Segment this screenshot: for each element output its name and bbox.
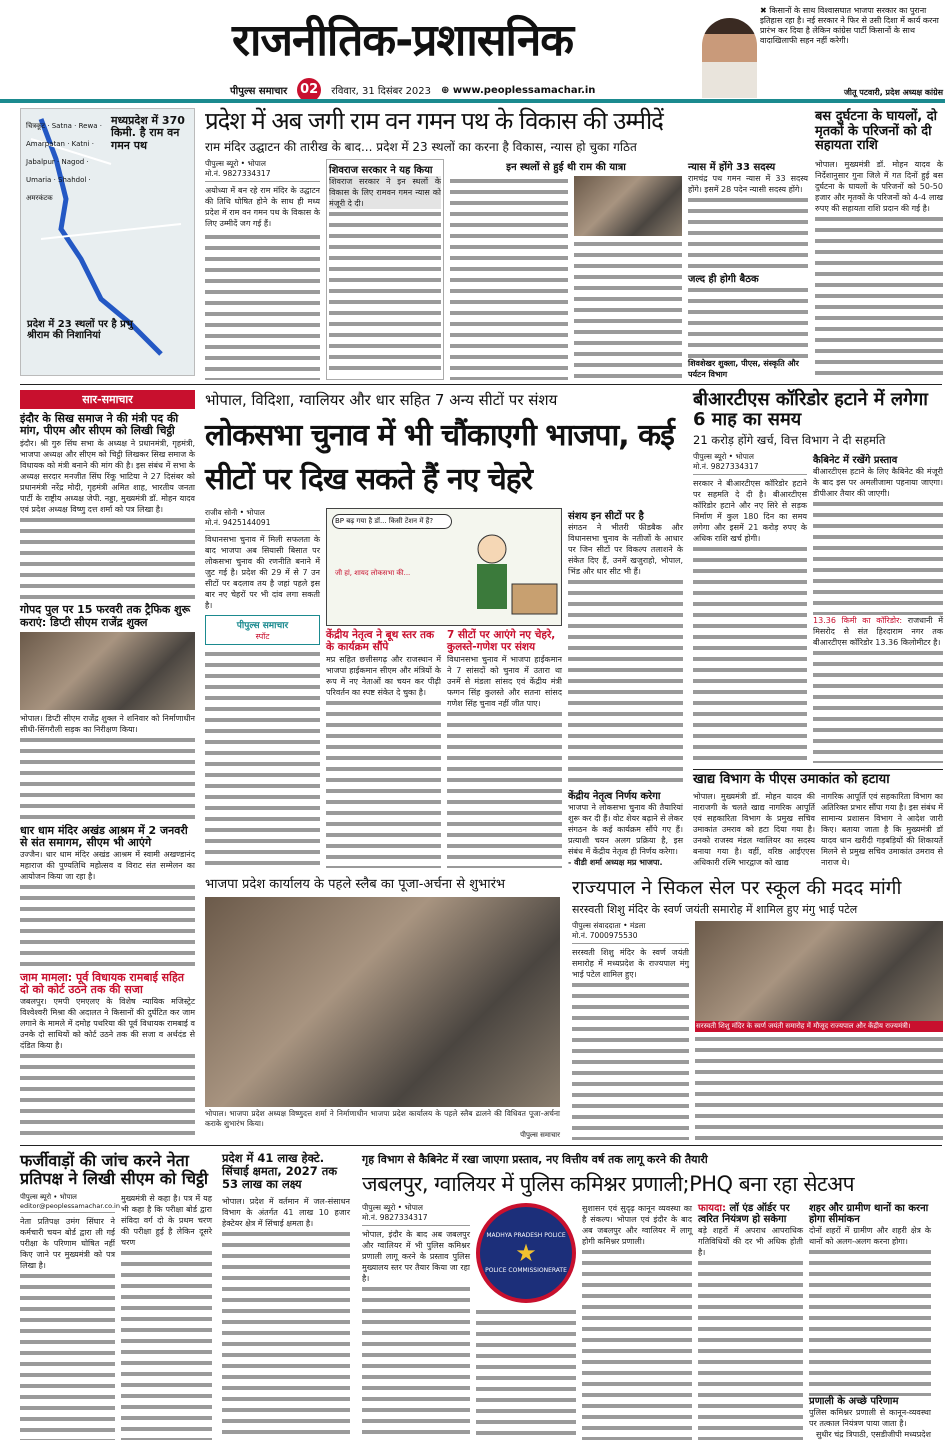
governor-photo [695, 921, 943, 1021]
spot-label: पीपुल्स समाचार स्पॉट [205, 615, 320, 645]
section-text: पुलिस कमिश्नर प्रणाली से कानून-व्यवस्था पर तत्काल नियंत्रण पाया जाता है। [809, 1408, 931, 1428]
section-title: प्रणाली के अच्छे परिणाम [809, 1395, 899, 1407]
sar-samachar [20, 390, 195, 1138]
right-column [693, 390, 943, 868]
loksabha-story [205, 390, 683, 868]
body-text [222, 1229, 350, 1440]
section-text: राजधानी में मिसरोद से संत हिरदाराम नगर तक बीआरटीएस कॉरिडोर 13.36 किलोमीटर है। [813, 615, 943, 647]
sar-samachar-label: सार-समाचार [20, 390, 195, 409]
trust-text: रामचंद्र पथ गमन न्यास में 33 सदस्य होंगे। इसमें 28 पदेन न्यासी सदस्य होंगे। [688, 173, 808, 194]
section-title: शहर और ग्रामीण थानों का करना होगा सीमांकन [809, 1203, 929, 1226]
photo-caption: भोपाल। भाजपा प्रदेश अध्यक्ष विष्णुदत्त शर्मा ने निर्माणाधीन भाजपा प्रदेश कार्यालय के पहले स्लैब ढालने की विधिवत पूजा-अर्चना कराके शुभारंभ किया। [205, 1109, 560, 1128]
quote-author: - वीडी शर्मा अध्यक्ष मप्र भाजपा. [568, 858, 663, 867]
governor-story [572, 874, 943, 1140]
police-kicker: गृह विभाग से कैबिनेट में रखा जाएगा प्रस्ताव, नए वित्तीय वर्ष तक लागू करने की तैयारी [362, 1153, 708, 1166]
globe-icon: ⊕ [441, 84, 453, 96]
trust-title: न्यास में होंगे 33 सदस्य [688, 161, 776, 173]
divider [20, 1145, 942, 1146]
ram-van-gaman-map [20, 108, 195, 376]
lead-headline: प्रदेश में अब जगी राम वन गमन पथ के विकास की उम्मीदें [205, 107, 663, 135]
divider [20, 384, 942, 385]
body-text [326, 698, 441, 869]
khadya-text: नागरिक आपूर्ति एवं सहकारिता विभाग का अतिरिक्त प्रभार सौंपा गया है। इस संबंध में सामान्य प्रशासन विभाग ने आदेश जारी किए। बताया जाता है कि मुख्यमंत्री डॉ यादव धान खरीदी गड़बड़ियों की शिकायतें मिलने से प्रमुख सचिव उमाकांत उमराव से नाराज थे। [821, 792, 943, 867]
brief-text: इंदौर। श्री गुरु सिंघ सभा के अध्यक्ष ने प्रधानमंत्री, गृहमंत्री, भाजपा अध्यक्ष और सीएम को चिट्ठी लिखकर सिख समाज के विधायक को मंत्री बनाने की मांग की है। इस संबंध में सभा के अध्यक्ष सरदार मनजीत सिंघ रिंकू भाटिया ने 27 दिसंबर को प्रधानमंत्री नरेंद्र मोदी, गृहमंत्री अमित शाह, भारतीय जनता पार्टी के राष्ट्रीय अध्यक्ष जेपी. नड्डा, मुख्यमंत्री डॉ. मोहन यादव एवं प्रदेश अध्यक्ष विष्णु दत्त शर्मा को पत्र लिखा है। [20, 438, 195, 514]
fraud-headline: फर्जीवाड़ों की जांच करने नेता प्रतिपक्ष ने लिखी सीएम को चिट्ठी [20, 1151, 208, 1188]
date: रविवार, 31 दिसंबर 2023 [331, 86, 432, 97]
byline: पीपुल्स ब्यूरो • भोपाल मो.नं. 9827334317 [693, 452, 807, 475]
police-text: सुशासन एवं सुदृढ़ कानून व्यवस्था का है संकल्प। भोपाल एवं इंदौर के बाद अब जबलपुर और ग्वालियर में लागू होगी कमिश्नर प्रणाली। [582, 1204, 692, 1246]
brts-text: सरकार ने बीआरटीएस कॉरिडोर हटाने पर सहमति दे दी है। बीआरटीएस कॉरिडोर हटाने और नए सिरे से सड़क निर्माण में कुल 180 दिन का समय लगेगा और इसमें 21 करोड़ रुपए के अधिक राशि खर्च होगी। [693, 479, 807, 544]
section-text: दोनों शहरों में ग्रामीण और शहरी क्षेत्र के थानों को अलग-अलग करना होगा। [809, 1226, 931, 1247]
byline: पीपुल्स ब्यूरो • भोपाल editor@peoplessamachar.co.in [20, 1193, 115, 1213]
irrigation-headline: प्रदेश में 41 लाख हेक्टे. सिंचाई क्षमता, 2027 तक 53 लाख का लक्ष्य [222, 1151, 338, 1191]
map-places: चित्रकूट · Satna · Rewa · Amarpatan · Katni · Jabalpur · Nagod · Umaria · Shahdol · अमरकंटक [26, 122, 102, 202]
body-text [20, 1051, 195, 1138]
body-text [20, 882, 195, 969]
section-text: मप्र सहित छत्तीसगढ़ और राजस्थान में भाजपा हाईकमान सीएम और मंत्रियों के रूप में नए नेताओं का चयन कर पीढ़ी परिवर्तन का स्पष्ट संकेत दे चुका है। [326, 654, 441, 697]
governor-text: सरस्वती शिशु मंदिर के स्वर्ण जयंती समारोह में मध्यप्रदेश के राज्यपाल मंगु भाई पटेल शामिल हुए। [572, 948, 689, 979]
benefit-text: बड़े शहरों में अपराध आपराधिक गतिविधियों की दर भी अधिक होती है। [698, 1226, 803, 1258]
section-title: 7 सीटों पर आएंगे नए चेहरे, कुलस्ते-गणेश पर संशय [447, 629, 556, 653]
section-text: संगठन ने भीतरी फीडबैक और विधानसभा चुनाव के नतीजों के आधार पर जिन सीटों पर विकल्प तलाशने के संकेत दिए हैं, उनमें खजुराहो, भोपाल, भिंड और धार सीट भी हैं। [568, 523, 683, 576]
map-label: मध्यप्रदेश में 370 किमी. है राम वन गमन पथ [111, 114, 185, 152]
brts-subhead: 21 करोड़ होंगे खर्च, वित्त विभाग ने दी सहमति [693, 433, 886, 448]
khadya-text: भोपाल। मुख्यमंत्री डॉ. मोहन यादव की नाराजगी के चलते खाद्य नागरिक आपूर्ति एवं सहकारिता विभाग के प्रमुख सचिव उमाकांत उमराव को हटा दिया गया है। उनको राजस्व मंडल ग्वालियर का सदस्य बनाया गया है। वहीं, वरिष्ठ आईएएस अधिकारी रश्मि भारद्वाज को खाद्य [693, 792, 815, 867]
governor-headline: राज्यपाल ने सिकल सेल पर स्कूल की मदद मांगी [572, 877, 902, 899]
section-text: बीआरटीएस हटाने के लिए कैबिनेट की मंजूरी के बाद इस पर अमलीजामा पहनाया जाएगा। डीपीआर तैयार की जाएगी। [813, 467, 943, 499]
police-text: भोपाल, इंदौर के बाद अब जबलपुर और ग्वालियर में भी पुलिस कमिश्नर प्रणाली लागू करने के प्रस्ताव पुलिस मुख्यालय स्तर पर तैयार किया जा रहा है। [362, 1230, 470, 1283]
page-number: 02 [297, 78, 321, 102]
body-text [813, 499, 943, 615]
bus-story [815, 110, 943, 380]
byline: राजीव सोनी • भोपाल मो.नं. 9425144091 [205, 508, 320, 531]
byline: पीपुल्स ब्यूरो • भोपाल मो.नं. 9827334317 [205, 159, 320, 182]
cartoon-bubble: BP बढ़ गया है डॉ... किसी टेंशन में हैं? [332, 514, 452, 529]
cartoon-drawing [452, 529, 560, 624]
bjp-office-story [205, 874, 560, 1140]
section-text: विधानसभा चुनाव में भाजपा हाईकमान ने 7 सांसदों को चुनाव में उतारा था उनमें से मंडला सांसद एवं केंद्रीय मंत्री फग्गन सिंह कुलस्ते और सतना सांसद गणेश सिंह चुनाव नहीं जीत पाए। [447, 654, 562, 708]
loksabha-headline: लोकसभा चुनाव में भी चौंकाएगी भाजपा, कई सीटों पर दिख सकते हैं नए चेहरे [205, 418, 674, 497]
fraud-story [20, 1152, 212, 1440]
brief-headline: इंदौर के सिख समाज ने की मंत्री पद की मांग, पीएम और सीएम को लिखी चिट्ठी [20, 412, 179, 438]
lead-text: अयोध्या में बन रहे राम मंदिर के उद्घाटन की तिथि घोषित होने के साथ ही मध्य प्रदेश में राम वन गमन पथ के विकास के लिए उम्मीदें जग गई हैं। [205, 185, 320, 228]
quote-author: सुधीर चंद्र त्रिपाठी, एसडीजीपी मध्यप्रदेश [815, 1430, 931, 1439]
brief-text: जबलपुर। एमपी एमएलए के विशेष न्यायिक मजिस्ट्रेट विश्वेश्वरी मिश्रा की अदालत ने किसानों की दुर्घटित कर जाम लगाने के मामले में दमोह पथरिया की पूर्व विधायक रामबाई व उनके दो साथियों को कोर्ट उठने तक की सजा व अर्थदंड से दंडित किया है। [20, 997, 195, 1051]
khadya-headline: खाद्य विभाग के पीएस उमाकांत को हटाया [693, 769, 943, 788]
police-headline: जबलपुर, ग्वालियर में पुलिस कमिश्नर प्रणाली;PHQ बना रहा सेटअप [362, 1172, 855, 1196]
body-text [20, 735, 195, 822]
highlight: 13.36 किमी का कॉरिडोर: [813, 615, 903, 625]
photo-caption: सरस्वती शिशु मंदिर के स्वर्ण जयंती समारोह में मौजूद राज्यपाल और केंद्रीय राज्यमंत्री। [695, 1021, 943, 1032]
body-text [20, 515, 195, 602]
body-text [813, 648, 943, 764]
section-title: केंद्रीय नेतृत्व ने बूथ स्तर तक के कार्यक्रम सौंपे [326, 629, 435, 653]
irrigation-story [222, 1152, 350, 1440]
paper-name: पीपुल्स समाचार [230, 86, 288, 97]
gopad-bridge-photo [20, 632, 195, 710]
body-text [568, 577, 683, 785]
benefit-title: लॉ एंड ऑर्डर पर त्वरित नियंत्रण हो सकेगा [698, 1203, 790, 1226]
quote-text: ✖ किसानों के साथ विश्वासघात भाजपा सरकार का पुराना इतिहास रहा है। नई सरकार ने फिर से उसी दिशा में कार्य करना प्रारंभ कर दिया है लेकिन कांग्रेस पार्टी किसानों के साथ वादाखिलाफी सहन नहीं करेगी। [760, 6, 939, 45]
x-icon: ✖ [760, 6, 770, 15]
fraud-text: मुख्यमंत्री से कहा है। पत्र में यह भी कहा है कि परीक्षा बोर्ड द्वारा संविदा वर्ग दो के प्रथम चरण की परीक्षा हुई है लेकिन दूसरे चरण [121, 1193, 212, 1247]
brief-text: भोपाल। डिप्टी सीएम राजेंद्र शुक्ल ने शनिवार को निर्माणाधीन सीधी-सिंगरौली सड़क का निरीक्षण किया। [20, 713, 195, 734]
brief-text: उज्जैन। धार धाम मंदिर अखंड आश्रम में स्वामी अखण्डानंद महाराज की पुण्यतिथि महोत्सव व विराट संत सम्मेलन का आयोजन किया जा रहा है। [20, 850, 195, 882]
fraud-text: नेता प्रतिपक्ष उमंग सिंघार ने कर्मचारी चयन बोर्ड द्वारा ली गई परीक्षा के परिणाम घोषित नहीं किए जाने पर मुख्यमंत्री को पत्र लिखा है। [20, 1216, 115, 1270]
byline: पीपुल्स संवाददाता • मंडला मो.नं. 7000975530 [572, 921, 689, 944]
body-text [688, 285, 808, 358]
section-title: कैबिनेट में रखेंगे प्रस्ताव [813, 455, 898, 467]
body-text [695, 1034, 943, 1140]
body-text [688, 195, 808, 268]
meeting-author: शिवशेखर शुक्ला, पीएस, संस्कृति और पर्यटन विभाग [688, 359, 799, 379]
teal-rule [0, 99, 945, 103]
body-text [362, 1284, 470, 1440]
bjp-office-headline: भाजपा प्रदेश कार्यालय के पहले स्लैब का पूजा-अर्चना से शुभारंभ [205, 877, 506, 892]
photo-credit: पीपुल्स समाचार [520, 1131, 560, 1139]
brief-headline: धार धाम मंदिर अखंड आश्रम में 2 जनवरी से संत समागम, सीएम भी आएंगे [20, 823, 188, 849]
cartoon-tag: जी हां, शायद लोकसभा की... [335, 569, 411, 577]
quote-author-photo [702, 18, 757, 98]
body-text [476, 1307, 576, 1440]
brief-headline: जाम मामला: पूर्व विधायक रामबाई सहित दो को कोर्ट उठने तक की सजा [20, 970, 185, 997]
section-title: संशय इन सीटों पर है [568, 511, 644, 522]
body-text [582, 1247, 692, 1440]
irrigation-text: भोपाल। प्रदेश में वर्तमान में जल-संसाधन विभाग के अंतर्गत 41 लाख 10 हजार हेक्टेयर क्षेत्र में सिंचाई क्षमता है। [222, 1196, 350, 1228]
lead-subhead: राम मंदिर उद्घाटन की तारीख के बाद... प्रदेश में 23 स्थलों का करना है विकास, न्यास हो चुका गठित [205, 139, 637, 154]
body-text [20, 1271, 115, 1440]
brts-headline: बीआरटीएस कॉरिडोर हटाने में लगेगा 6 माह का समय [693, 389, 928, 431]
police-story [362, 1152, 943, 1440]
box-title: शिवराज सरकार ने यह किया [329, 164, 433, 176]
body-text [574, 239, 682, 380]
loksabha-text: विधानसभा चुनाव में मिली सफलता के बाद भाजपा अब सियासी बिसात पर लोकसभा चुनाव की रणनीति बनाने में जुट गई है। प्रदेश की 29 में से 7 उन सीटों पर बदलाव तय है जहां पहले इस बार नए चेहरों पर भी दांव लगा सकती है। [205, 535, 320, 610]
brief-headline: गोपद पुल पर 15 फरवरी तक ट्रैफिक शुरू कराएं: डिप्टी सीएम राजेंद्र शुक्ल [20, 603, 191, 629]
emblem-icon: ★ [515, 1239, 537, 1267]
cartoon [326, 508, 562, 626]
body-text [205, 232, 320, 380]
benefit-label: फायदा: [698, 1203, 726, 1214]
governor-subhead: सरस्वती शिशु मंदिर के स्वर्ण जयंती समारोह में शामिल हुए मंगु भाई पटेल [572, 903, 858, 916]
body-text [693, 544, 807, 763]
meeting-title: जल्द ही होगी बैठक [688, 273, 759, 285]
body-text [698, 1258, 803, 1440]
quote-block [760, 6, 943, 98]
website-link[interactable]: ⊕ www.peoplessamachar.in [441, 84, 596, 96]
police-commissionerate-logo: MADHYA PRADESH POLICE ★ POLICE COMMISSIONERATE [476, 1203, 576, 1303]
body-text [815, 214, 943, 380]
body-text [809, 1247, 931, 1395]
quote-author: जीतू पटवारी, प्रदेश अध्यक्ष कांग्रेस [843, 88, 943, 97]
body-text [447, 709, 562, 869]
body-text [205, 649, 320, 868]
places-list [450, 176, 568, 380]
byline: पीपुल्स ब्यूरो • भोपाल मो.नं. 9827334317 [362, 1203, 470, 1226]
loksabha-kicker: भोपाल, विदिशा, ग्वालियर और धार सहित 7 अन्य सीटों पर संशय [205, 391, 558, 409]
body-text [121, 1248, 212, 1440]
bus-text: भोपाल। मुख्यमंत्री डॉ. मोहन यादव के निर्देशानुसार गुना जिले में गत दिनों हुई बस दुर्घटना के घायलों के परिजनों को 50-50 हजार और मृतकों के परिजनों को 4-4 लाख रुपए की सहायता राशि प्रदान की गई है। [815, 159, 943, 213]
puja-photo [205, 897, 560, 1107]
quote-text: भाजपा ने लोकसभा चुनाव की तैयारियां शुरू कर दी हैं। वोट शेयर बढ़ाने से लेकर संगठन के कई कार्यक्रम सौंपे गए हैं। प्रत्याशी चयन अलग प्रक्रिया है, इस संबंध में केंद्रीय नेतृत्व ही निर्णय करेगा। [568, 803, 683, 856]
section-title: केंद्रीय नेतृत्व निर्णय करेगा [568, 791, 661, 802]
places-title: इन स्थलों से हुई थी राम की यात्रा [506, 161, 626, 173]
map-label-2: प्रदेश में 23 स्थलों पर है प्रभु श्रीराम की निशानियां [27, 319, 133, 342]
lead-story [205, 108, 808, 380]
bus-headline: बस दुर्घटना के घायलों, दो मृतकों के परिजनों को दी सहायता राशि [815, 109, 937, 154]
body-text [329, 209, 441, 377]
box-text: शिवराज सरकार ने इन स्थलों के विकास के लिए रामवन गमन न्यास को मंजूरी दे दी। [329, 176, 441, 208]
section-title: राजनीतिक-प्रशासनिक [232, 15, 574, 66]
body-text [572, 980, 689, 1140]
temple-photo [574, 176, 682, 236]
